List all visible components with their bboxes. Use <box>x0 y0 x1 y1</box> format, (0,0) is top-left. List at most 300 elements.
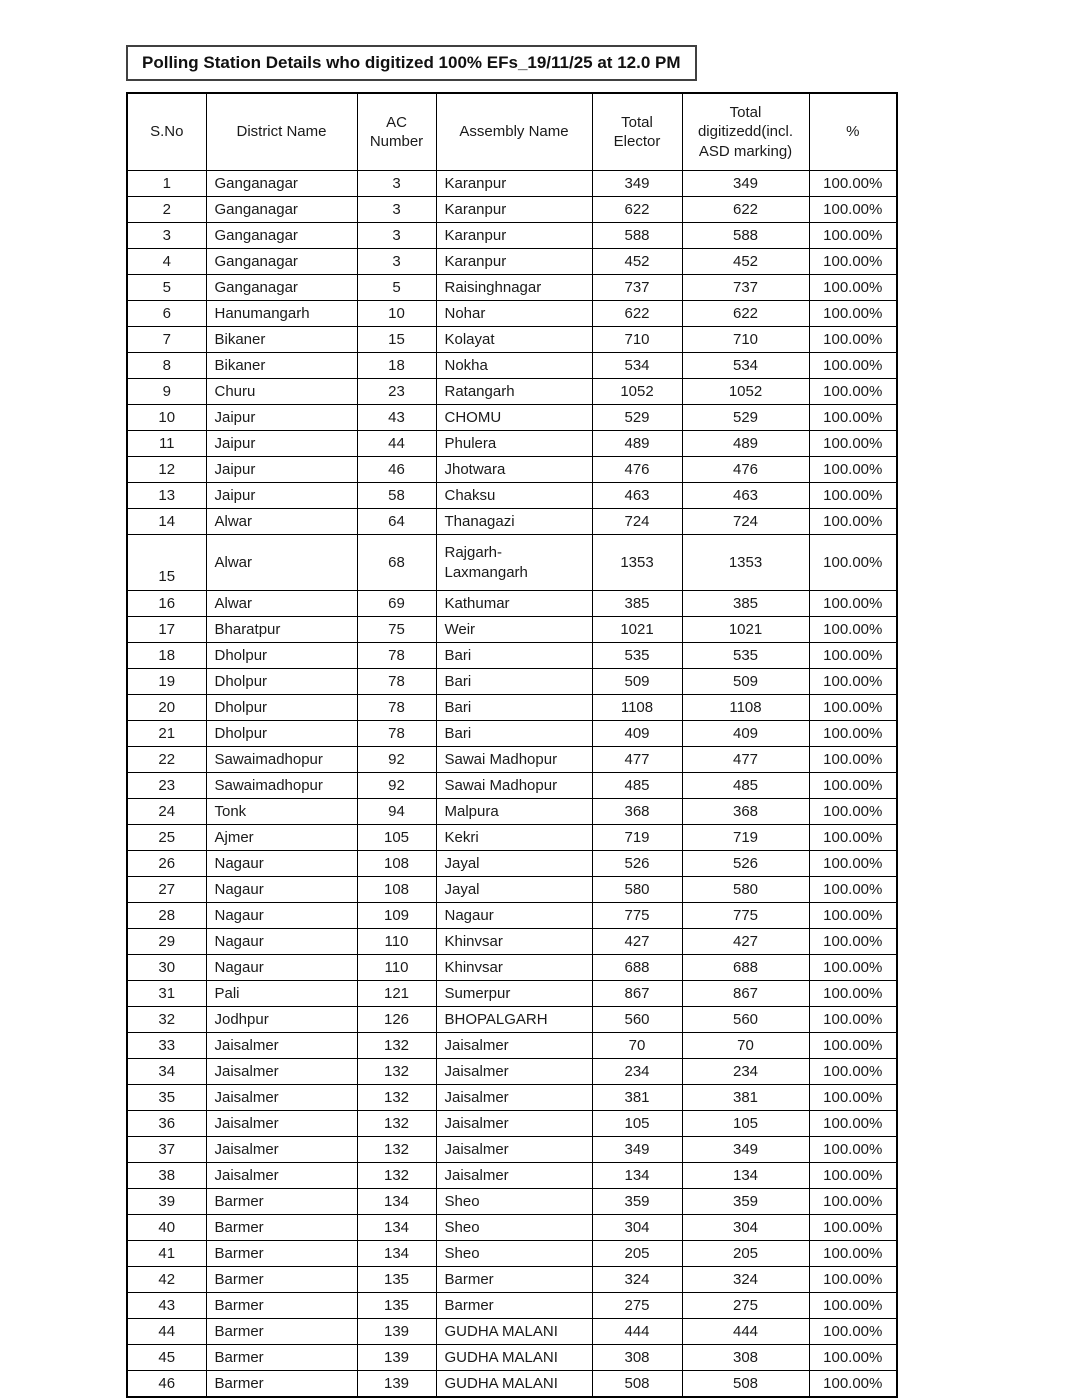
cell-percent: 100.00% <box>809 275 897 301</box>
table-row <box>127 825 897 851</box>
cell-sno: 16 <box>127 591 206 617</box>
cell-sno: 21 <box>127 721 206 747</box>
cell-total-digitized: 477 <box>682 747 809 773</box>
table-row <box>127 1007 897 1033</box>
cell-sno: 4 <box>127 249 206 275</box>
cell-sno: 41 <box>127 1241 206 1267</box>
table-row <box>127 955 897 981</box>
cell-percent: 100.00% <box>809 223 897 249</box>
cell-ac-number: 139 <box>357 1319 436 1345</box>
cell-percent: 100.00% <box>809 773 897 799</box>
cell-total-digitized: 526 <box>682 851 809 877</box>
cell-percent: 100.00% <box>809 1293 897 1319</box>
cell-percent: 100.00% <box>809 301 897 327</box>
cell-sno: 44 <box>127 1319 206 1345</box>
cell-total-elector: 719 <box>592 825 682 851</box>
cell-sno: 22 <box>127 747 206 773</box>
cell-total-digitized: 409 <box>682 721 809 747</box>
table-row <box>127 509 897 535</box>
cell-total-elector: 724 <box>592 509 682 535</box>
cell-ac-number: 92 <box>357 747 436 773</box>
cell-district: Barmer <box>206 1241 357 1267</box>
table-row <box>127 799 897 825</box>
table-row <box>127 431 897 457</box>
cell-total-elector: 1353 <box>592 535 682 591</box>
cell-ac-number: 43 <box>357 405 436 431</box>
cell-district: Jaisalmer <box>206 1085 357 1111</box>
cell-sno: 5 <box>127 275 206 301</box>
cell-district: Jaisalmer <box>206 1137 357 1163</box>
cell-ac-number: 139 <box>357 1371 436 1398</box>
cell-total-elector: 622 <box>592 197 682 223</box>
cell-sno: 34 <box>127 1059 206 1085</box>
cell-sno: 23 <box>127 773 206 799</box>
cell-district: Jaipur <box>206 483 357 509</box>
cell-district: Alwar <box>206 535 357 591</box>
cell-total-elector: 1052 <box>592 379 682 405</box>
cell-percent: 100.00% <box>809 1111 897 1137</box>
cell-ac-number: 15 <box>357 327 436 353</box>
cell-sno: 25 <box>127 825 206 851</box>
cell-district: Jaipur <box>206 431 357 457</box>
cell-percent: 100.00% <box>809 617 897 643</box>
cell-assembly: GUDHA MALANI <box>436 1371 592 1398</box>
cell-percent: 100.00% <box>809 825 897 851</box>
cell-district: Barmer <box>206 1267 357 1293</box>
cell-assembly: Karanpur <box>436 197 592 223</box>
polling-station-table <box>126 92 898 1398</box>
cell-percent: 100.00% <box>809 1215 897 1241</box>
table-row <box>127 747 897 773</box>
table-row <box>127 1319 897 1345</box>
cell-assembly: Jaisalmer <box>436 1163 592 1189</box>
cell-total-digitized: 385 <box>682 591 809 617</box>
cell-ac-number: 134 <box>357 1215 436 1241</box>
cell-sno: 26 <box>127 851 206 877</box>
cell-district: Pali <box>206 981 357 1007</box>
table-row <box>127 1267 897 1293</box>
cell-ac-number: 121 <box>357 981 436 1007</box>
cell-sno: 33 <box>127 1033 206 1059</box>
table-row <box>127 249 897 275</box>
cell-total-digitized: 622 <box>682 301 809 327</box>
table-row <box>127 721 897 747</box>
cell-total-digitized: 205 <box>682 1241 809 1267</box>
cell-ac-number: 126 <box>357 1007 436 1033</box>
cell-ac-number: 78 <box>357 643 436 669</box>
cell-total-elector: 622 <box>592 301 682 327</box>
cell-district: Alwar <box>206 509 357 535</box>
cell-percent: 100.00% <box>809 1033 897 1059</box>
cell-total-elector: 381 <box>592 1085 682 1111</box>
table-row <box>127 1033 897 1059</box>
cell-assembly: Bari <box>436 695 592 721</box>
table-row <box>127 643 897 669</box>
cell-ac-number: 18 <box>357 353 436 379</box>
cell-percent: 100.00% <box>809 851 897 877</box>
table-row <box>127 929 897 955</box>
cell-ac-number: 69 <box>357 591 436 617</box>
cell-assembly: Karanpur <box>436 249 592 275</box>
cell-ac-number: 132 <box>357 1033 436 1059</box>
cell-sno: 2 <box>127 197 206 223</box>
table-row <box>127 379 897 405</box>
cell-assembly: CHOMU <box>436 405 592 431</box>
cell-total-digitized: 324 <box>682 1267 809 1293</box>
cell-assembly: Rajgarh-Laxmangarh <box>436 535 592 591</box>
cell-sno: 18 <box>127 643 206 669</box>
cell-total-digitized: 775 <box>682 903 809 929</box>
cell-assembly: Khinvsar <box>436 955 592 981</box>
table-row <box>127 1085 897 1111</box>
cell-total-elector: 1108 <box>592 695 682 721</box>
cell-total-digitized: 134 <box>682 1163 809 1189</box>
cell-assembly: Phulera <box>436 431 592 457</box>
cell-total-elector: 349 <box>592 171 682 197</box>
cell-total-digitized: 1353 <box>682 535 809 591</box>
cell-total-elector: 368 <box>592 799 682 825</box>
cell-ac-number: 110 <box>357 929 436 955</box>
cell-ac-number: 108 <box>357 851 436 877</box>
cell-total-digitized: 105 <box>682 1111 809 1137</box>
cell-total-elector: 867 <box>592 981 682 1007</box>
cell-ac-number: 139 <box>357 1345 436 1371</box>
cell-total-digitized: 588 <box>682 223 809 249</box>
cell-assembly: Chaksu <box>436 483 592 509</box>
cell-total-digitized: 485 <box>682 773 809 799</box>
cell-total-digitized: 489 <box>682 431 809 457</box>
cell-percent: 100.00% <box>809 1371 897 1398</box>
cell-sno: 8 <box>127 353 206 379</box>
cell-total-elector: 234 <box>592 1059 682 1085</box>
cell-percent: 100.00% <box>809 1163 897 1189</box>
table-row <box>127 457 897 483</box>
cell-district: Ganganagar <box>206 275 357 301</box>
cell-total-digitized: 304 <box>682 1215 809 1241</box>
cell-sno: 17 <box>127 617 206 643</box>
cell-total-digitized: 476 <box>682 457 809 483</box>
cell-district: Barmer <box>206 1189 357 1215</box>
cell-assembly: Malpura <box>436 799 592 825</box>
cell-ac-number: 78 <box>357 721 436 747</box>
cell-ac-number: 3 <box>357 249 436 275</box>
cell-sno: 11 <box>127 431 206 457</box>
cell-total-digitized: 234 <box>682 1059 809 1085</box>
cell-total-digitized: 535 <box>682 643 809 669</box>
cell-ac-number: 134 <box>357 1189 436 1215</box>
table-row <box>127 851 897 877</box>
cell-total-elector: 70 <box>592 1033 682 1059</box>
cell-sno: 12 <box>127 457 206 483</box>
table-row <box>127 877 897 903</box>
cell-percent: 100.00% <box>809 431 897 457</box>
cell-total-elector: 489 <box>592 431 682 457</box>
cell-total-digitized: 529 <box>682 405 809 431</box>
cell-assembly: Barmer <box>436 1293 592 1319</box>
cell-ac-number: 75 <box>357 617 436 643</box>
cell-total-digitized: 534 <box>682 353 809 379</box>
cell-district: Bikaner <box>206 353 357 379</box>
cell-sno: 10 <box>127 405 206 431</box>
cell-sno: 28 <box>127 903 206 929</box>
table-body <box>127 171 897 1398</box>
cell-assembly: Jayal <box>436 851 592 877</box>
cell-total-elector: 324 <box>592 1267 682 1293</box>
cell-total-digitized: 349 <box>682 171 809 197</box>
cell-ac-number: 68 <box>357 535 436 591</box>
column-header-assembly: Assembly Name <box>436 93 592 171</box>
table-row <box>127 1111 897 1137</box>
cell-percent: 100.00% <box>809 669 897 695</box>
cell-sno: 35 <box>127 1085 206 1111</box>
cell-total-elector: 463 <box>592 483 682 509</box>
cell-sno: 46 <box>127 1371 206 1398</box>
cell-sno: 29 <box>127 929 206 955</box>
cell-total-elector: 308 <box>592 1345 682 1371</box>
cell-ac-number: 46 <box>357 457 436 483</box>
cell-ac-number: 58 <box>357 483 436 509</box>
cell-total-digitized: 737 <box>682 275 809 301</box>
cell-percent: 100.00% <box>809 1137 897 1163</box>
cell-ac-number: 92 <box>357 773 436 799</box>
cell-sno: 27 <box>127 877 206 903</box>
cell-sno: 42 <box>127 1267 206 1293</box>
cell-total-elector: 444 <box>592 1319 682 1345</box>
table-row <box>127 301 897 327</box>
cell-ac-number: 105 <box>357 825 436 851</box>
cell-sno: 3 <box>127 223 206 249</box>
cell-total-elector: 427 <box>592 929 682 955</box>
cell-percent: 100.00% <box>809 1007 897 1033</box>
cell-total-elector: 529 <box>592 405 682 431</box>
cell-total-digitized: 444 <box>682 1319 809 1345</box>
cell-district: Dholpur <box>206 669 357 695</box>
cell-assembly: Kathumar <box>436 591 592 617</box>
cell-total-digitized: 622 <box>682 197 809 223</box>
cell-percent: 100.00% <box>809 1085 897 1111</box>
cell-percent: 100.00% <box>809 171 897 197</box>
cell-district: Barmer <box>206 1319 357 1345</box>
cell-sno: 6 <box>127 301 206 327</box>
cell-district: Bikaner <box>206 327 357 353</box>
cell-assembly: Weir <box>436 617 592 643</box>
cell-district: Dholpur <box>206 643 357 669</box>
table-row <box>127 1293 897 1319</box>
table-row <box>127 1371 897 1398</box>
cell-total-elector: 452 <box>592 249 682 275</box>
cell-percent: 100.00% <box>809 535 897 591</box>
cell-district: Churu <box>206 379 357 405</box>
cell-percent: 100.00% <box>809 1267 897 1293</box>
cell-sno: 31 <box>127 981 206 1007</box>
cell-assembly: Jaisalmer <box>436 1033 592 1059</box>
cell-district: Bharatpur <box>206 617 357 643</box>
cell-total-elector: 580 <box>592 877 682 903</box>
cell-total-digitized: 867 <box>682 981 809 1007</box>
column-header-percent: % <box>809 93 897 171</box>
cell-assembly: Jaisalmer <box>436 1137 592 1163</box>
table-row <box>127 617 897 643</box>
cell-district: Ajmer <box>206 825 357 851</box>
cell-total-digitized: 560 <box>682 1007 809 1033</box>
table-row <box>127 591 897 617</box>
table-header <box>127 93 897 171</box>
cell-percent: 100.00% <box>809 197 897 223</box>
column-header-ac-number: AC Number <box>357 93 436 171</box>
cell-total-digitized: 710 <box>682 327 809 353</box>
cell-ac-number: 78 <box>357 669 436 695</box>
cell-district: Ganganagar <box>206 197 357 223</box>
cell-district: Tonk <box>206 799 357 825</box>
table-row <box>127 669 897 695</box>
cell-assembly: Nokha <box>436 353 592 379</box>
cell-sno: 37 <box>127 1137 206 1163</box>
cell-assembly: Jhotwara <box>436 457 592 483</box>
header-row <box>127 93 897 171</box>
cell-ac-number: 132 <box>357 1163 436 1189</box>
cell-district: Nagaur <box>206 903 357 929</box>
table-row <box>127 1241 897 1267</box>
cell-ac-number: 135 <box>357 1267 436 1293</box>
cell-percent: 100.00% <box>809 955 897 981</box>
cell-percent: 100.00% <box>809 643 897 669</box>
cell-district: Sawaimadhopur <box>206 747 357 773</box>
cell-percent: 100.00% <box>809 1059 897 1085</box>
cell-district: Nagaur <box>206 955 357 981</box>
cell-district: Dholpur <box>206 721 357 747</box>
cell-total-elector: 275 <box>592 1293 682 1319</box>
cell-ac-number: 44 <box>357 431 436 457</box>
cell-district: Nagaur <box>206 851 357 877</box>
cell-total-elector: 710 <box>592 327 682 353</box>
cell-ac-number: 109 <box>357 903 436 929</box>
table-row <box>127 695 897 721</box>
cell-assembly: Jayal <box>436 877 592 903</box>
table-row <box>127 405 897 431</box>
cell-assembly: Karanpur <box>436 171 592 197</box>
cell-assembly: Sheo <box>436 1189 592 1215</box>
cell-district: Barmer <box>206 1293 357 1319</box>
cell-total-elector: 304 <box>592 1215 682 1241</box>
table-row <box>127 1215 897 1241</box>
cell-percent: 100.00% <box>809 379 897 405</box>
cell-assembly: Raisinghnagar <box>436 275 592 301</box>
cell-total-elector: 359 <box>592 1189 682 1215</box>
cell-total-elector: 134 <box>592 1163 682 1189</box>
cell-district: Jaisalmer <box>206 1059 357 1085</box>
cell-district: Nagaur <box>206 929 357 955</box>
cell-sno: 24 <box>127 799 206 825</box>
cell-total-digitized: 1021 <box>682 617 809 643</box>
cell-percent: 100.00% <box>809 353 897 379</box>
cell-district: Jaisalmer <box>206 1111 357 1137</box>
cell-total-elector: 688 <box>592 955 682 981</box>
table-row <box>127 171 897 197</box>
cell-total-elector: 1021 <box>592 617 682 643</box>
cell-assembly: BHOPALGARH <box>436 1007 592 1033</box>
cell-assembly: Ratangarh <box>436 379 592 405</box>
table-row <box>127 327 897 353</box>
column-header-sno: S.No <box>127 93 206 171</box>
cell-percent: 100.00% <box>809 1345 897 1371</box>
table-row <box>127 1345 897 1371</box>
cell-assembly: Jaisalmer <box>436 1059 592 1085</box>
report-title: Polling Station Details who digitized 100% EFs_19/11/25 at 12.0 PM <box>126 45 697 81</box>
cell-ac-number: 132 <box>357 1085 436 1111</box>
cell-percent: 100.00% <box>809 509 897 535</box>
cell-assembly: Bari <box>436 721 592 747</box>
cell-district: Dholpur <box>206 695 357 721</box>
column-header-total-digitized: Total digitizedd(incl. ASD marking) <box>682 93 809 171</box>
cell-total-digitized: 275 <box>682 1293 809 1319</box>
cell-assembly: Sheo <box>436 1215 592 1241</box>
cell-total-elector: 560 <box>592 1007 682 1033</box>
cell-total-digitized: 452 <box>682 249 809 275</box>
cell-percent: 100.00% <box>809 799 897 825</box>
cell-sno: 9 <box>127 379 206 405</box>
cell-assembly: Kekri <box>436 825 592 851</box>
table-row <box>127 483 897 509</box>
cell-percent: 100.00% <box>809 1319 897 1345</box>
cell-assembly: Karanpur <box>436 223 592 249</box>
cell-district: Ganganagar <box>206 249 357 275</box>
cell-total-digitized: 1052 <box>682 379 809 405</box>
cell-percent: 100.00% <box>809 981 897 1007</box>
cell-ac-number: 3 <box>357 223 436 249</box>
cell-total-digitized: 70 <box>682 1033 809 1059</box>
cell-total-elector: 534 <box>592 353 682 379</box>
table-row <box>127 773 897 799</box>
cell-total-elector: 588 <box>592 223 682 249</box>
cell-assembly: Thanagazi <box>436 509 592 535</box>
cell-district: Sawaimadhopur <box>206 773 357 799</box>
cell-district: Ganganagar <box>206 171 357 197</box>
cell-total-digitized: 509 <box>682 669 809 695</box>
cell-sno: 36 <box>127 1111 206 1137</box>
cell-district: Jaisalmer <box>206 1033 357 1059</box>
cell-district: Jaisalmer <box>206 1163 357 1189</box>
cell-district: Jaipur <box>206 405 357 431</box>
cell-percent: 100.00% <box>809 1241 897 1267</box>
cell-sno: 43 <box>127 1293 206 1319</box>
table-row <box>127 903 897 929</box>
table-row <box>127 1059 897 1085</box>
cell-sno: 14 <box>127 509 206 535</box>
cell-sno: 40 <box>127 1215 206 1241</box>
table-row <box>127 275 897 301</box>
cell-total-elector: 385 <box>592 591 682 617</box>
cell-total-digitized: 719 <box>682 825 809 851</box>
cell-percent: 100.00% <box>809 695 897 721</box>
cell-sno: 13 <box>127 483 206 509</box>
cell-assembly: GUDHA MALANI <box>436 1345 592 1371</box>
cell-percent: 100.00% <box>809 483 897 509</box>
cell-ac-number: 132 <box>357 1137 436 1163</box>
cell-sno: 19 <box>127 669 206 695</box>
cell-percent: 100.00% <box>809 721 897 747</box>
table-row <box>127 1163 897 1189</box>
cell-total-elector: 526 <box>592 851 682 877</box>
cell-district: Barmer <box>206 1371 357 1398</box>
cell-sno: 1 <box>127 171 206 197</box>
cell-percent: 100.00% <box>809 903 897 929</box>
cell-percent: 100.00% <box>809 929 897 955</box>
cell-total-elector: 509 <box>592 669 682 695</box>
cell-assembly: Bari <box>436 643 592 669</box>
cell-ac-number: 94 <box>357 799 436 825</box>
cell-assembly: Khinvsar <box>436 929 592 955</box>
cell-assembly: GUDHA MALANI <box>436 1319 592 1345</box>
